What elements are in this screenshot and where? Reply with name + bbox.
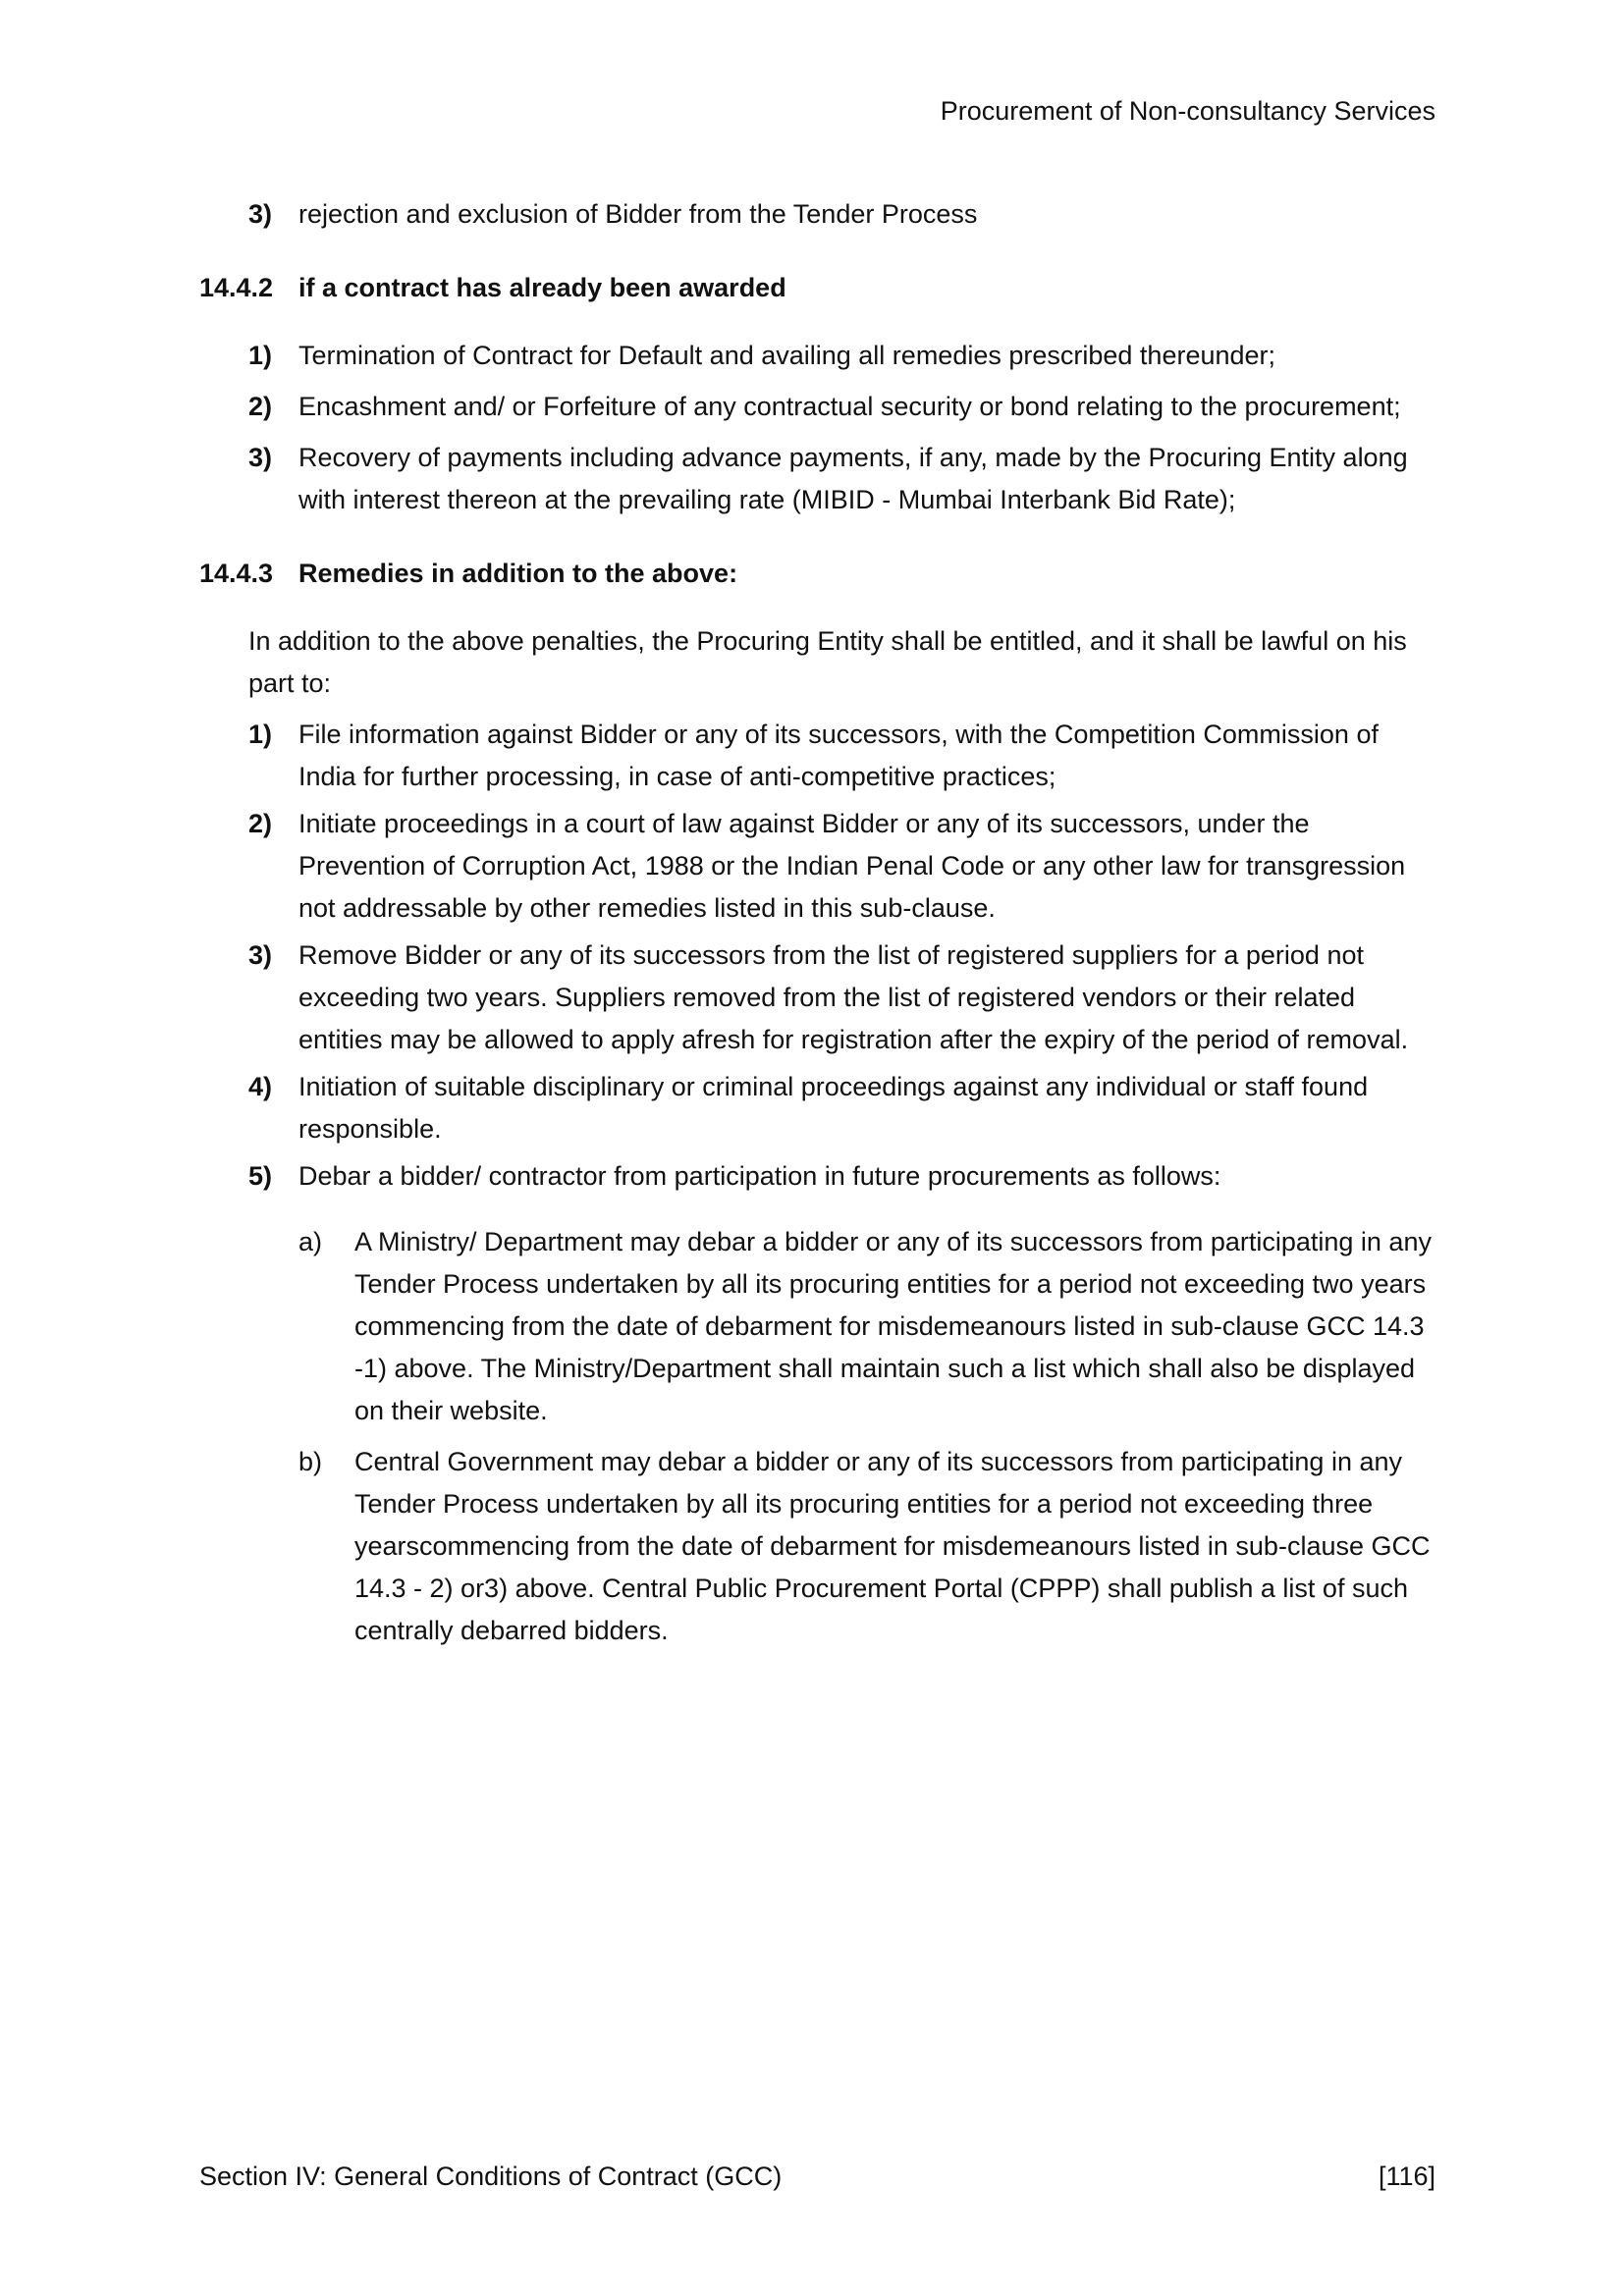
list-item [248, 934, 1435, 1061]
list-item-number: 3) [248, 199, 273, 229]
list-item [248, 803, 1435, 930]
debarment-sublist [298, 1221, 1435, 1652]
document-body [199, 193, 1435, 1652]
list-item-carryover-3 [248, 193, 1435, 236]
list-item-text: Remove Bidder or any of its successors from the list of registered suppliers for a period not exceeding two years. Suppliers removed from the list of registered vendors or their related entities may be allowed to apply afresh for registration after the expiry of the period of removal. [298, 940, 1409, 1054]
list-item-text: Initiate proceedings in a court of law against Bidder or any of its successors, under the Prevention of Corruption Act, 1988 or the Indian Penal Code or any other law for transgression not addressable by other remedies listed in this sub-clause. [298, 809, 1406, 923]
list-item-number: 1) [248, 341, 273, 370]
list-item-text: File information against Bidder or any of its successors, with the Competition Commission of India for further processing, in case of anti-competitive practices; [298, 720, 1379, 791]
sublist-item [298, 1441, 1435, 1652]
section-number: 14.4.3 [199, 559, 274, 588]
section-intro-paragraph: In addition to the above penalties, the Procuring Entity shall be entitled, and it shall be lawful on his part to: [248, 626, 1407, 698]
sublist-item-letter: b) [298, 1447, 323, 1476]
list-item [248, 1155, 1435, 1198]
list-item [248, 335, 1435, 377]
sublist-item-text: A Ministry/ Department may debar a bidder or any of its successors from participating in any Tender Process undertaken by all its procuring entities for a period not exceeding two years commencing from the date of debarment for misdemeanours listed in sub-clause GCC 14.3 -1) above. The Ministry/Department shall maintain such a list which shall also be displayed on their website. [354, 1227, 1432, 1425]
page-header [199, 90, 1435, 133]
footer-page-number: [116] [1378, 2162, 1435, 2191]
list-item [248, 714, 1435, 798]
list-item-number: 3) [248, 443, 273, 472]
awarded-remedies-list [199, 335, 1435, 521]
list-item [248, 386, 1435, 428]
sublist-item-text: Central Government may debar a bidder or any of its successors from participating in any Tender Process undertaken by all its procuring entities for a period not exceeding three yearscommencing from the date of debarment for misdemeanours listed in sub-clause GCC 14.3 - 2) or3) above. Central Public Procurement Portal (CPPP) shall publish a list of such centrally debarred bidders. [354, 1447, 1431, 1645]
list-item-number: 5) [248, 1161, 273, 1191]
list-item-number: 3) [248, 940, 273, 970]
list-item-number: 4) [248, 1072, 273, 1101]
additional-remedies-list [199, 714, 1435, 1652]
list-item [248, 437, 1435, 521]
list-item-text: Termination of Contract for Default and availing all remedies prescribed thereunder; [298, 341, 1276, 370]
list-item-text: rejection and exclusion of Bidder from the Tender Process [298, 199, 978, 229]
page-footer [199, 2156, 1435, 2198]
list-item-number: 1) [248, 720, 273, 749]
list-item-number: 2) [248, 392, 273, 421]
section-heading-14-4-3 [199, 553, 1435, 595]
header-title: Procurement of Non-consultancy Services [940, 96, 1435, 126]
section-heading-14-4-2 [199, 267, 1435, 309]
list-item-text: Initiation of suitable disciplinary or criminal proceedings against any individual or staff found responsible. [298, 1072, 1369, 1144]
sublist-item-letter: a) [298, 1227, 323, 1256]
section-title: if a contract has already been awarded [298, 273, 786, 302]
list-item-text: Encashment and/ or Forfeiture of any contractual security or bond relating to the procurement; [298, 392, 1401, 421]
sublist-item [298, 1221, 1435, 1432]
footer-section-label: Section IV: General Conditions of Contract (GCC) [199, 2162, 783, 2191]
list-item-number: 2) [248, 809, 273, 838]
section-title: Remedies in addition to the above: [298, 559, 738, 588]
list-item-text: Debar a bidder/ contractor from participation in future procurements as follows: [298, 1161, 1221, 1191]
list-item [248, 1066, 1435, 1150]
section-number: 14.4.2 [199, 273, 274, 302]
list-item-text: Recovery of payments including advance payments, if any, made by the Procuring Entity along with interest thereon at the prevailing rate (MIBID - Mumbai Interbank Bid Rate); [298, 443, 1408, 514]
